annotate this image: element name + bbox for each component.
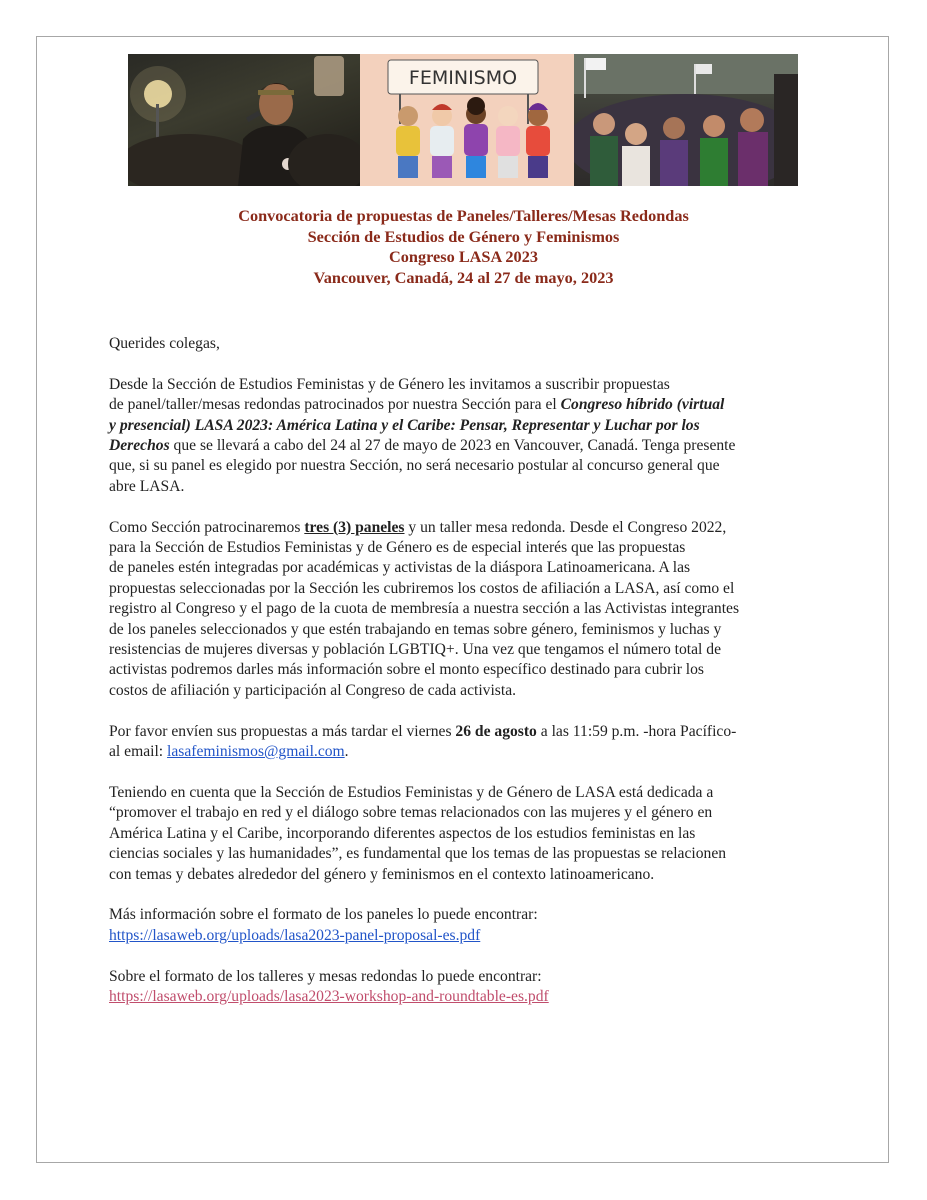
text-line: de los paneles seleccionados y que estén trabajando en temas sobre género, feminismos y luchas y: [109, 620, 722, 638]
document-title: [0, 206, 927, 288]
header-banner: [128, 54, 798, 186]
text-line: [109, 722, 829, 742]
banner-photo-protest-speaker: [128, 54, 360, 186]
text-line: [109, 742, 829, 762]
text-line: activistas podremos darles más información sobre el monto específico destinado para cubrir los: [109, 661, 704, 679]
paragraph-workshop-format: [109, 967, 829, 1008]
text-line: costos de afiliación y participación al Congreso de cada activista.: [109, 681, 517, 699]
text-line: registro al Congreso y el pago de la cuota de membresía a nuestra sección a las Activistas integrantes: [109, 600, 740, 618]
paragraph-deadline: [109, 722, 829, 763]
feminismo-illustration: [360, 54, 574, 186]
email-link[interactable]: lasafeminismos@gmail.com: [167, 743, 345, 761]
text-span: Como Sección patrocinaremos: [109, 518, 305, 536]
paragraph-invitation: [109, 375, 829, 497]
banner-feminismo-illustration: [360, 54, 574, 186]
congress-name-emphasis: Congreso híbrido (virtual: [560, 396, 725, 414]
paragraph-sponsorship: [109, 518, 829, 702]
text-line: [109, 436, 829, 456]
text-span: que se llevará a cabo del 24 al 27 de mayo de 2023 en Vancouver, Canadá. Tenga presente: [169, 437, 736, 455]
text-line: América Latina y el Caribe, incorporando diferentes aspectos de los estudios feministas en las: [109, 824, 696, 842]
title-line-call: Convocatoria de propuestas de Paneles/Talleres/Mesas Redondas: [238, 206, 689, 225]
text-line: [109, 395, 829, 415]
text-line: Desde la Sección de Estudios Feministas y de Género les invitamos a suscribir propuestas: [109, 375, 670, 393]
text-span: de panel/taller/mesas redondas patrocinados por nuestra Sección para el: [109, 396, 561, 414]
protest-speaker-image: [128, 54, 360, 186]
paragraph-section-mission: [109, 783, 829, 885]
text-line: Teniendo en cuenta que la Sección de Estudios Feministas y de Género de LASA está dedicada a: [109, 783, 714, 801]
text-line: propuestas seleccionadas por la Sección les cubriremos los costos de afiliación a LASA, así como el: [109, 579, 735, 597]
text-line: “promover el trabajo en red y el diálogo sobre temas relacionados con las mujeres y el género en: [109, 804, 713, 822]
title-line-congress: Congreso LASA 2023: [389, 247, 538, 266]
greeting: Querides colegas,: [109, 335, 220, 352]
text-line: resistencias de mujeres diversas y población LGBTIQ+. Una vez que tengamos el número total de: [109, 641, 722, 659]
feminismo-sign-text: FEMINISMO: [408, 67, 518, 89]
panel-count-emphasis: tres (3) paneles: [304, 518, 405, 536]
text-span: al email:: [109, 743, 168, 761]
workshop-roundtable-link[interactable]: https://lasaweb.org/uploads/lasa2023-workshop-and-roundtable-es.pdf: [109, 987, 549, 1005]
text-line: abre LASA.: [109, 477, 185, 495]
text-line: ciencias sociales y las humanidades”, es fundamental que los temas de las propuestas se relacionen: [109, 845, 727, 863]
title-line-location-dates: Vancouver, Canadá, 24 al 27 de mayo, 2023: [313, 267, 614, 287]
paragraph-panel-format: [109, 905, 829, 946]
text-line: que, si su panel es elegido por nuestra Sección, no será necesario postular al concurso general que: [109, 457, 720, 475]
congress-name-emphasis: y presencial) LASA 2023: América Latina y el Caribe: Pensar, Representar y Luchar por los: [109, 416, 700, 434]
text-span: a las 11:59 p.m. -hora Pacífico-: [536, 722, 737, 740]
text-line: [109, 518, 829, 538]
text-span: .: [344, 743, 349, 761]
crowd-image: [574, 54, 798, 186]
text-line: Sobre el formato de los talleres y mesas redondas lo puede encontrar:: [109, 967, 542, 985]
panel-proposal-link[interactable]: https://lasaweb.org/uploads/lasa2023-panel-proposal-es.pdf: [109, 926, 481, 944]
text-span: Por favor envíen sus propuestas a más tardar el viernes: [109, 722, 456, 740]
text-line: de paneles estén integradas por académicas y activistas de la diáspora Latinoamericana. A las: [109, 559, 691, 577]
text-line: para la Sección de Estudios Feministas y de Género es de especial interés que las propuestas: [109, 539, 686, 557]
banner-photo-crowd: [574, 54, 798, 186]
text-line: con temas y debates alrededor del género y feminismos en el contexto latinoamericano.: [109, 865, 655, 883]
deadline-date: 26 de agosto: [455, 722, 537, 740]
text-line: Más información sobre el formato de los paneles lo puede encontrar:: [109, 906, 538, 924]
congress-name-emphasis: Derechos: [109, 437, 170, 455]
text-span: y un taller mesa redonda. Desde el Congreso 2022,: [404, 518, 727, 536]
letter-body: [109, 334, 829, 1028]
title-line-section: Sección de Estudios de Género y Feminismos: [307, 226, 620, 246]
